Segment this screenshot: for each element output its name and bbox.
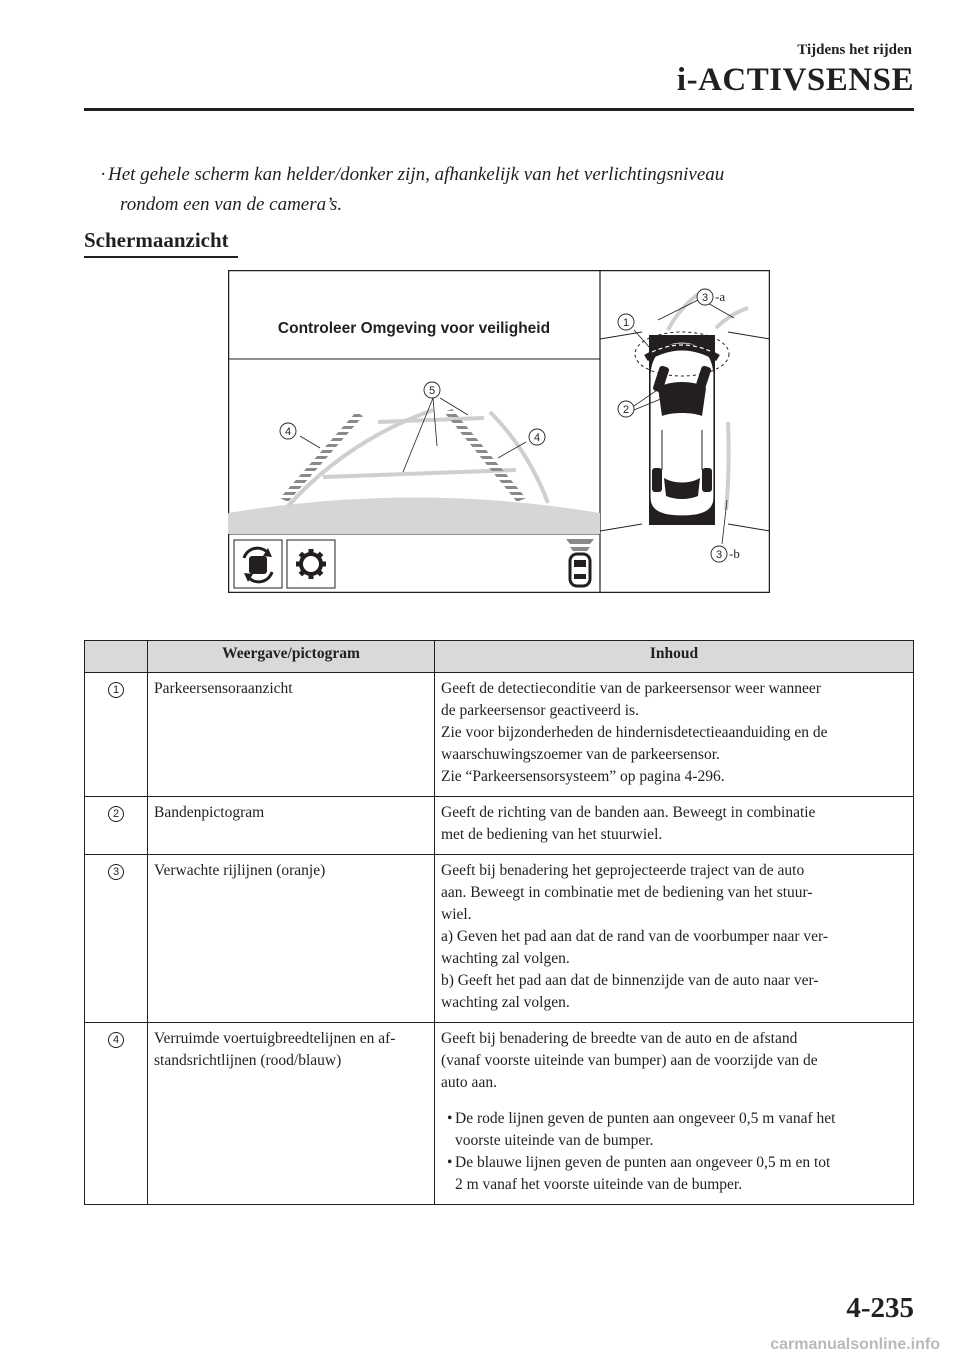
table-row xyxy=(85,855,914,1023)
settings-button[interactable] xyxy=(287,540,335,588)
row-number: 2 xyxy=(108,806,124,822)
bullet-dot: • xyxy=(447,1110,453,1127)
svg-text:4: 4 xyxy=(284,426,292,438)
callout-3a xyxy=(697,289,725,305)
header-title: i-ACTIVSENSE xyxy=(676,62,914,98)
bullet-line-1: Het gehele scherm kan helder/donker zijn, afhankelijk van het verlichtingsniveau xyxy=(108,164,725,185)
row-name-cont: standsrichtlijnen (rood/blauw) xyxy=(154,1052,342,1069)
screen-illustration xyxy=(228,270,770,593)
bullet-dot: • xyxy=(447,1154,453,1171)
row-name: Verwachte rijlijnen (oranje) xyxy=(154,862,326,879)
row-name: Verruimde voertuigbreedtelijnen en af- xyxy=(154,1030,396,1047)
row-content: Geeft de richting van de banden aan. Beweegt in combinatie met de bediening van het stuurwiel. xyxy=(435,797,914,855)
callout-2 xyxy=(618,401,634,417)
footer-url: carmanualsonline.info xyxy=(770,1336,940,1353)
info-table xyxy=(84,640,914,1205)
list-item: • De blauwe lijnen geven de punten aan ongeveer 0,5 m en tot 2 m vanaf het voorste uiteinde van de bumper. xyxy=(447,1154,831,1193)
svg-text:3: 3 xyxy=(701,292,709,304)
sub-bullet-list xyxy=(441,1108,907,1196)
list-item: • De rode lijnen geven de punten aan ongeveer 0,5 m vanaf het voorste uiteinde van de bumper. xyxy=(447,1110,836,1149)
row-content: Geeft de detectieconditie van de parkeersensor weer wanneer de parkeersensor geactiveerd is. Zie voor bijzonderheden de hindernisdetectieaanduiding en de waarschuwingszoemer van de parkeersensor. Zie “Parkeersensorsysteem” op pagina 4-296. xyxy=(435,673,914,797)
table-row xyxy=(85,673,914,797)
table-row xyxy=(85,797,914,855)
row-content: Geeft bij benadering de breedte van de auto en de afstand (vanaf voorste uiteinde van bumper) aan de voorzijde van de auto aan. • De rode lijnen geven de punten aan ongeveer 0,5 m vanaf het voorste uiteinde van de bumper. • De blauwe lijnen geven de punten aan ongeveer 0,5 m en tot 2 m vanaf het voorste uiteinde van de bumper. xyxy=(435,1023,914,1205)
svg-text:2: 2 xyxy=(622,404,630,416)
header-content: Inhoud xyxy=(435,641,914,673)
svg-text:5: 5 xyxy=(428,385,436,397)
svg-text:4: 4 xyxy=(533,432,541,444)
page-number: 4-235 xyxy=(846,1292,914,1324)
svg-text:-b: -b xyxy=(729,546,740,561)
svg-text:-a: -a xyxy=(715,289,726,304)
row-number: 3 xyxy=(108,864,124,880)
callout-4-left xyxy=(280,423,296,439)
table-header-row xyxy=(85,641,914,673)
callout-1 xyxy=(618,314,634,330)
row-number: 1 xyxy=(108,682,124,698)
callout-5 xyxy=(424,382,440,398)
header-num xyxy=(85,641,148,673)
row-name: Bandenpictogram xyxy=(154,804,265,821)
header-subtitle: Tijdens het rijden xyxy=(797,42,912,58)
header-display: Weergave/pictogram xyxy=(148,641,435,673)
section-title: Schermaanzicht xyxy=(84,228,229,252)
table-row xyxy=(85,1023,914,1205)
bullet-note xyxy=(100,160,908,220)
svg-text:3: 3 xyxy=(715,549,723,561)
header-rule xyxy=(84,108,914,111)
svg-text:1: 1 xyxy=(622,317,630,329)
row-content: Geeft bij benadering het geprojecteerde traject van de auto aan. Beweegt in combinatie met de bediening van het stuur- wiel. a) Geven het pad aan dat de rand van de voorbumper naar ver- wachting zal volgen. b) Geeft het pad aan dat de binnenzijde van de auto naar ver- wachting zal volgen. xyxy=(435,855,914,1023)
camera-switch-button[interactable] xyxy=(234,540,282,588)
row-name: Parkeersensoraanzicht xyxy=(154,680,293,697)
banner-text: Controleer Omgeving voor veiligheid xyxy=(277,320,551,337)
bullet-line-2: rondom een van de camera’s. xyxy=(120,194,343,215)
bullet-dot: · xyxy=(100,164,107,185)
section-rule xyxy=(84,256,238,258)
row-number: 4 xyxy=(108,1032,124,1048)
callout-4-right xyxy=(529,429,545,445)
